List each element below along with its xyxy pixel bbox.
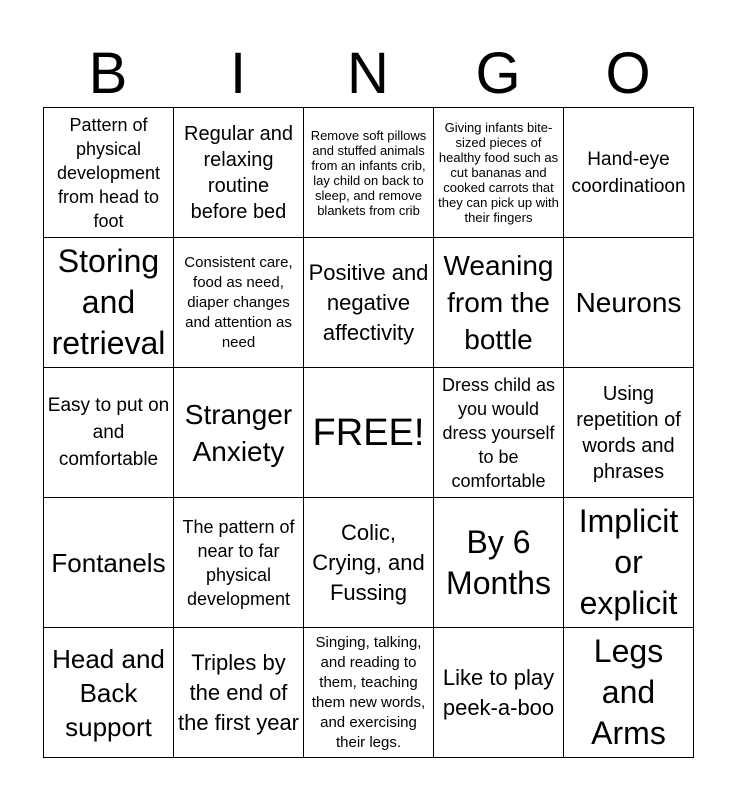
- bingo-cell-r5-c3: [304, 628, 434, 758]
- bingo-cell-r3-c4: [434, 368, 564, 498]
- bingo-cell-r2-c3: [304, 238, 434, 368]
- bingo-cell-r5-c1: [44, 628, 174, 758]
- bingo-cell-r3-c5: [564, 368, 694, 498]
- cell-text: Implicit or explicit: [578, 503, 679, 621]
- bingo-cell-r4-c3: [304, 498, 434, 628]
- bingo-cell-r1-c5: [564, 108, 694, 238]
- bingo-cell-r4-c5: [564, 498, 694, 628]
- cell-text: Consistent care, food as need, diaper changes and attention as need: [184, 253, 293, 351]
- bingo-cell-r2-c2: [174, 238, 304, 368]
- cell-text: Fontanels: [51, 547, 166, 578]
- bingo-cell-r4-c2: [174, 498, 304, 628]
- bingo-card-grid: [43, 107, 694, 758]
- cell-text: Legs and Arms: [591, 633, 666, 751]
- bingo-header: [43, 42, 693, 106]
- header-letter-g: G: [475, 41, 521, 106]
- cell-text: Like to play peek-a-boo: [442, 664, 555, 720]
- cell-text: Head and Back support: [52, 643, 165, 742]
- bingo-cell-r1-c2: [174, 108, 304, 238]
- bingo-cell-r3-c2: [174, 368, 304, 498]
- cell-text: Giving infants bite-sized pieces of healthy food such as cut bananas and cooked carrots that they can pick up with their fingers: [438, 120, 559, 225]
- cell-text: Stranger Anxiety: [184, 398, 293, 467]
- cell-text: The pattern of near to far physical development: [182, 516, 295, 609]
- bingo-cell-r2-c4: [434, 238, 564, 368]
- bingo-cell-r1-c3: [304, 108, 434, 238]
- cell-text: Regular and relaxing routine before bed: [184, 122, 293, 223]
- bingo-cell-r5-c4: [434, 628, 564, 758]
- bingo-cell-r1-c4: [434, 108, 564, 238]
- cell-text: Colic, Crying, and Fussing: [312, 519, 425, 605]
- cell-text: Neurons: [575, 287, 682, 318]
- header-letter-n: N: [347, 41, 389, 106]
- header-letter-i: I: [229, 41, 247, 106]
- cell-text: Weaning from the bottle: [443, 250, 554, 355]
- bingo-cell-r1-c1: [44, 108, 174, 238]
- cell-text: Hand-eye coordinatioon: [571, 148, 686, 197]
- cell-text: Easy to put on and comfortable: [47, 395, 170, 470]
- bingo-cell-r5-c5: [564, 628, 694, 758]
- bingo-cell-r5-c2: [174, 628, 304, 758]
- header-letter-o: O: [605, 41, 651, 106]
- cell-text: Positive and negative affectivity: [308, 259, 429, 345]
- header-letter-b: B: [88, 41, 128, 106]
- bingo-cell-r4-c1: [44, 498, 174, 628]
- cell-text: Dress child as you would dress yourself to be comfortable: [441, 374, 556, 491]
- bingo-cell-r2-c5: [564, 238, 694, 368]
- bingo-cell-r3-c1: [44, 368, 174, 498]
- bingo-cell-r4-c4: [434, 498, 564, 628]
- cell-text: Triples by the end of the first year: [177, 649, 300, 735]
- free-space-label: FREE!: [312, 411, 425, 454]
- cell-text: Remove soft pillows and stuffed animals from an infants crib, lay child on back to sleep, and remove blankets from crib: [310, 127, 427, 218]
- cell-text: Singing, talking, and reading to them, teaching them new words, and exercising their legs.: [311, 633, 426, 751]
- cell-text: Using repetition of words and phrases: [576, 382, 681, 483]
- bingo-cell-free: [304, 368, 434, 498]
- bingo-cell-r2-c1: [44, 238, 174, 368]
- cell-text: Storing and retrieval: [51, 243, 166, 361]
- cell-text: By 6 Months: [446, 523, 551, 601]
- cell-text: Pattern of physical development from head to foot: [56, 114, 161, 231]
